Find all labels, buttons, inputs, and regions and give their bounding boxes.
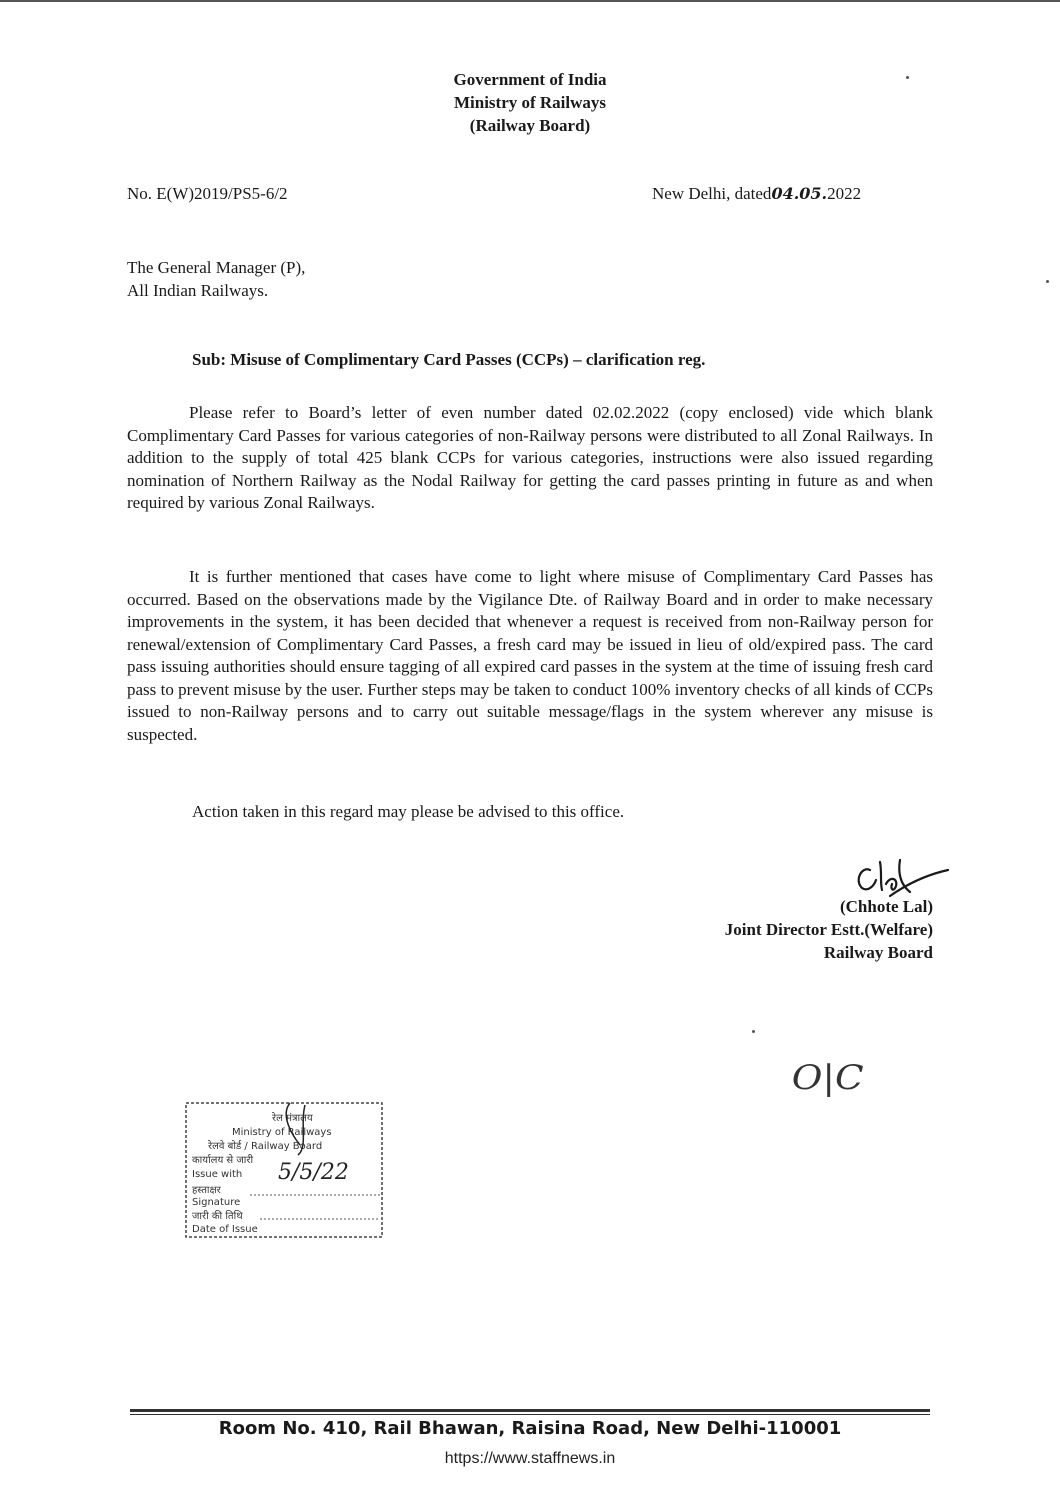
- handwritten-oc-note: O|C: [791, 1058, 864, 1098]
- stamp-line-8: जारी की तिथि: [192, 1211, 243, 1222]
- body-paragraph-1: Please refer to Board’s letter of even number dated 02.02.2022 (copy enclosed) vide which blank Complimentary Card Passes for various categories of non-Railway persons were distributed to all Zonal Railways. In addition to the supply of total 425 blank CCPs for various categories, instructions were also issued regarding nomination of Northern Railway as the Nodal Railway for getting the card passes printing in future as and when required by various Zonal Railways.: [127, 403, 933, 512]
- letter-date: [652, 184, 861, 204]
- issue-stamp: [180, 1095, 390, 1243]
- signatory-block: [600, 895, 933, 964]
- subject-line: Sub: Misuse of Complimentary Card Passes (CCPs) – clarification reg.: [192, 350, 706, 369]
- header-government: Government of India: [453, 70, 607, 89]
- footer-url: https://www.staffnews.in: [444, 1450, 616, 1467]
- date-year: 2022: [827, 184, 862, 203]
- stamp-line-3: रेलवे बोर्ड / Railway Board: [208, 1141, 323, 1152]
- addressee-line-1: The General Manager (P),: [127, 258, 306, 277]
- footer-address: Room No. 410, Rail Bhawan, Raisina Road, New Delhi-110001: [218, 1418, 842, 1439]
- signatory-designation: Joint Director Estt.(Welfare): [724, 920, 933, 939]
- scan-speck: [906, 76, 909, 79]
- signatory-office: Railway Board: [823, 943, 933, 962]
- scan-speck: [1046, 280, 1049, 283]
- scan-speck: [752, 1030, 755, 1033]
- addressee: [127, 256, 305, 302]
- footer-rule-thin: [130, 1414, 930, 1415]
- top-border-line: [0, 0, 1060, 2]
- stamp-line-9: Date of Issue: [192, 1224, 258, 1235]
- stamp-line-2: Ministry of Railways: [232, 1127, 332, 1138]
- stamp-line-7: Signature: [192, 1197, 241, 1208]
- footer-rule-thick: [130, 1409, 930, 1412]
- body-paragraph-3: Action taken in this regard may please be advised to this office.: [192, 802, 625, 821]
- stamp-line-6: हस्ताक्षर: [192, 1185, 221, 1196]
- stamp-line-5: Issue with: [192, 1169, 243, 1180]
- signatory-name: (Chhote Lal): [839, 897, 933, 916]
- letterhead: [300, 68, 760, 137]
- stamp-handwritten-date: 5/5/22: [278, 1160, 349, 1185]
- addressee-line-2: All Indian Railways.: [127, 281, 269, 300]
- stamp-line-1: रेल मंत्रालय: [272, 1113, 313, 1124]
- stamp-line-4: कार्यालय से जारी: [192, 1155, 254, 1166]
- header-ministry: Ministry of Railways: [453, 93, 607, 112]
- date-prefix: New Delhi, dated: [652, 184, 772, 203]
- date-handwritten: 04.05.: [771, 184, 828, 203]
- body-paragraph-2: It is further mentioned that cases have come to light where misuse of Complimentary Card Passes has occurred. Based on the observations made by the Vigilance Dte. of Railway Board and in order to make necessary improvements in the system, it has been decided that whenever a request is received from non-Railway person for renewal/extension of Complimentary Card Passes, a fresh card may be issued in lieu of old/expired pass. The card pass issuing authorities should ensure tagging of all expired card passes in the system at the time of issuing fresh card pass to prevent misuse by the user. Further steps may be taken to conduct 100% inventory checks of all kinds of CCPs issued to non-Railway persons and to carry out suitable message/flags in the system wherever any misuse is suspected.: [127, 567, 933, 744]
- letter-reference-number: No. E(W)2019/PS5-6/2: [127, 184, 288, 203]
- header-board: (Railway Board): [469, 116, 591, 135]
